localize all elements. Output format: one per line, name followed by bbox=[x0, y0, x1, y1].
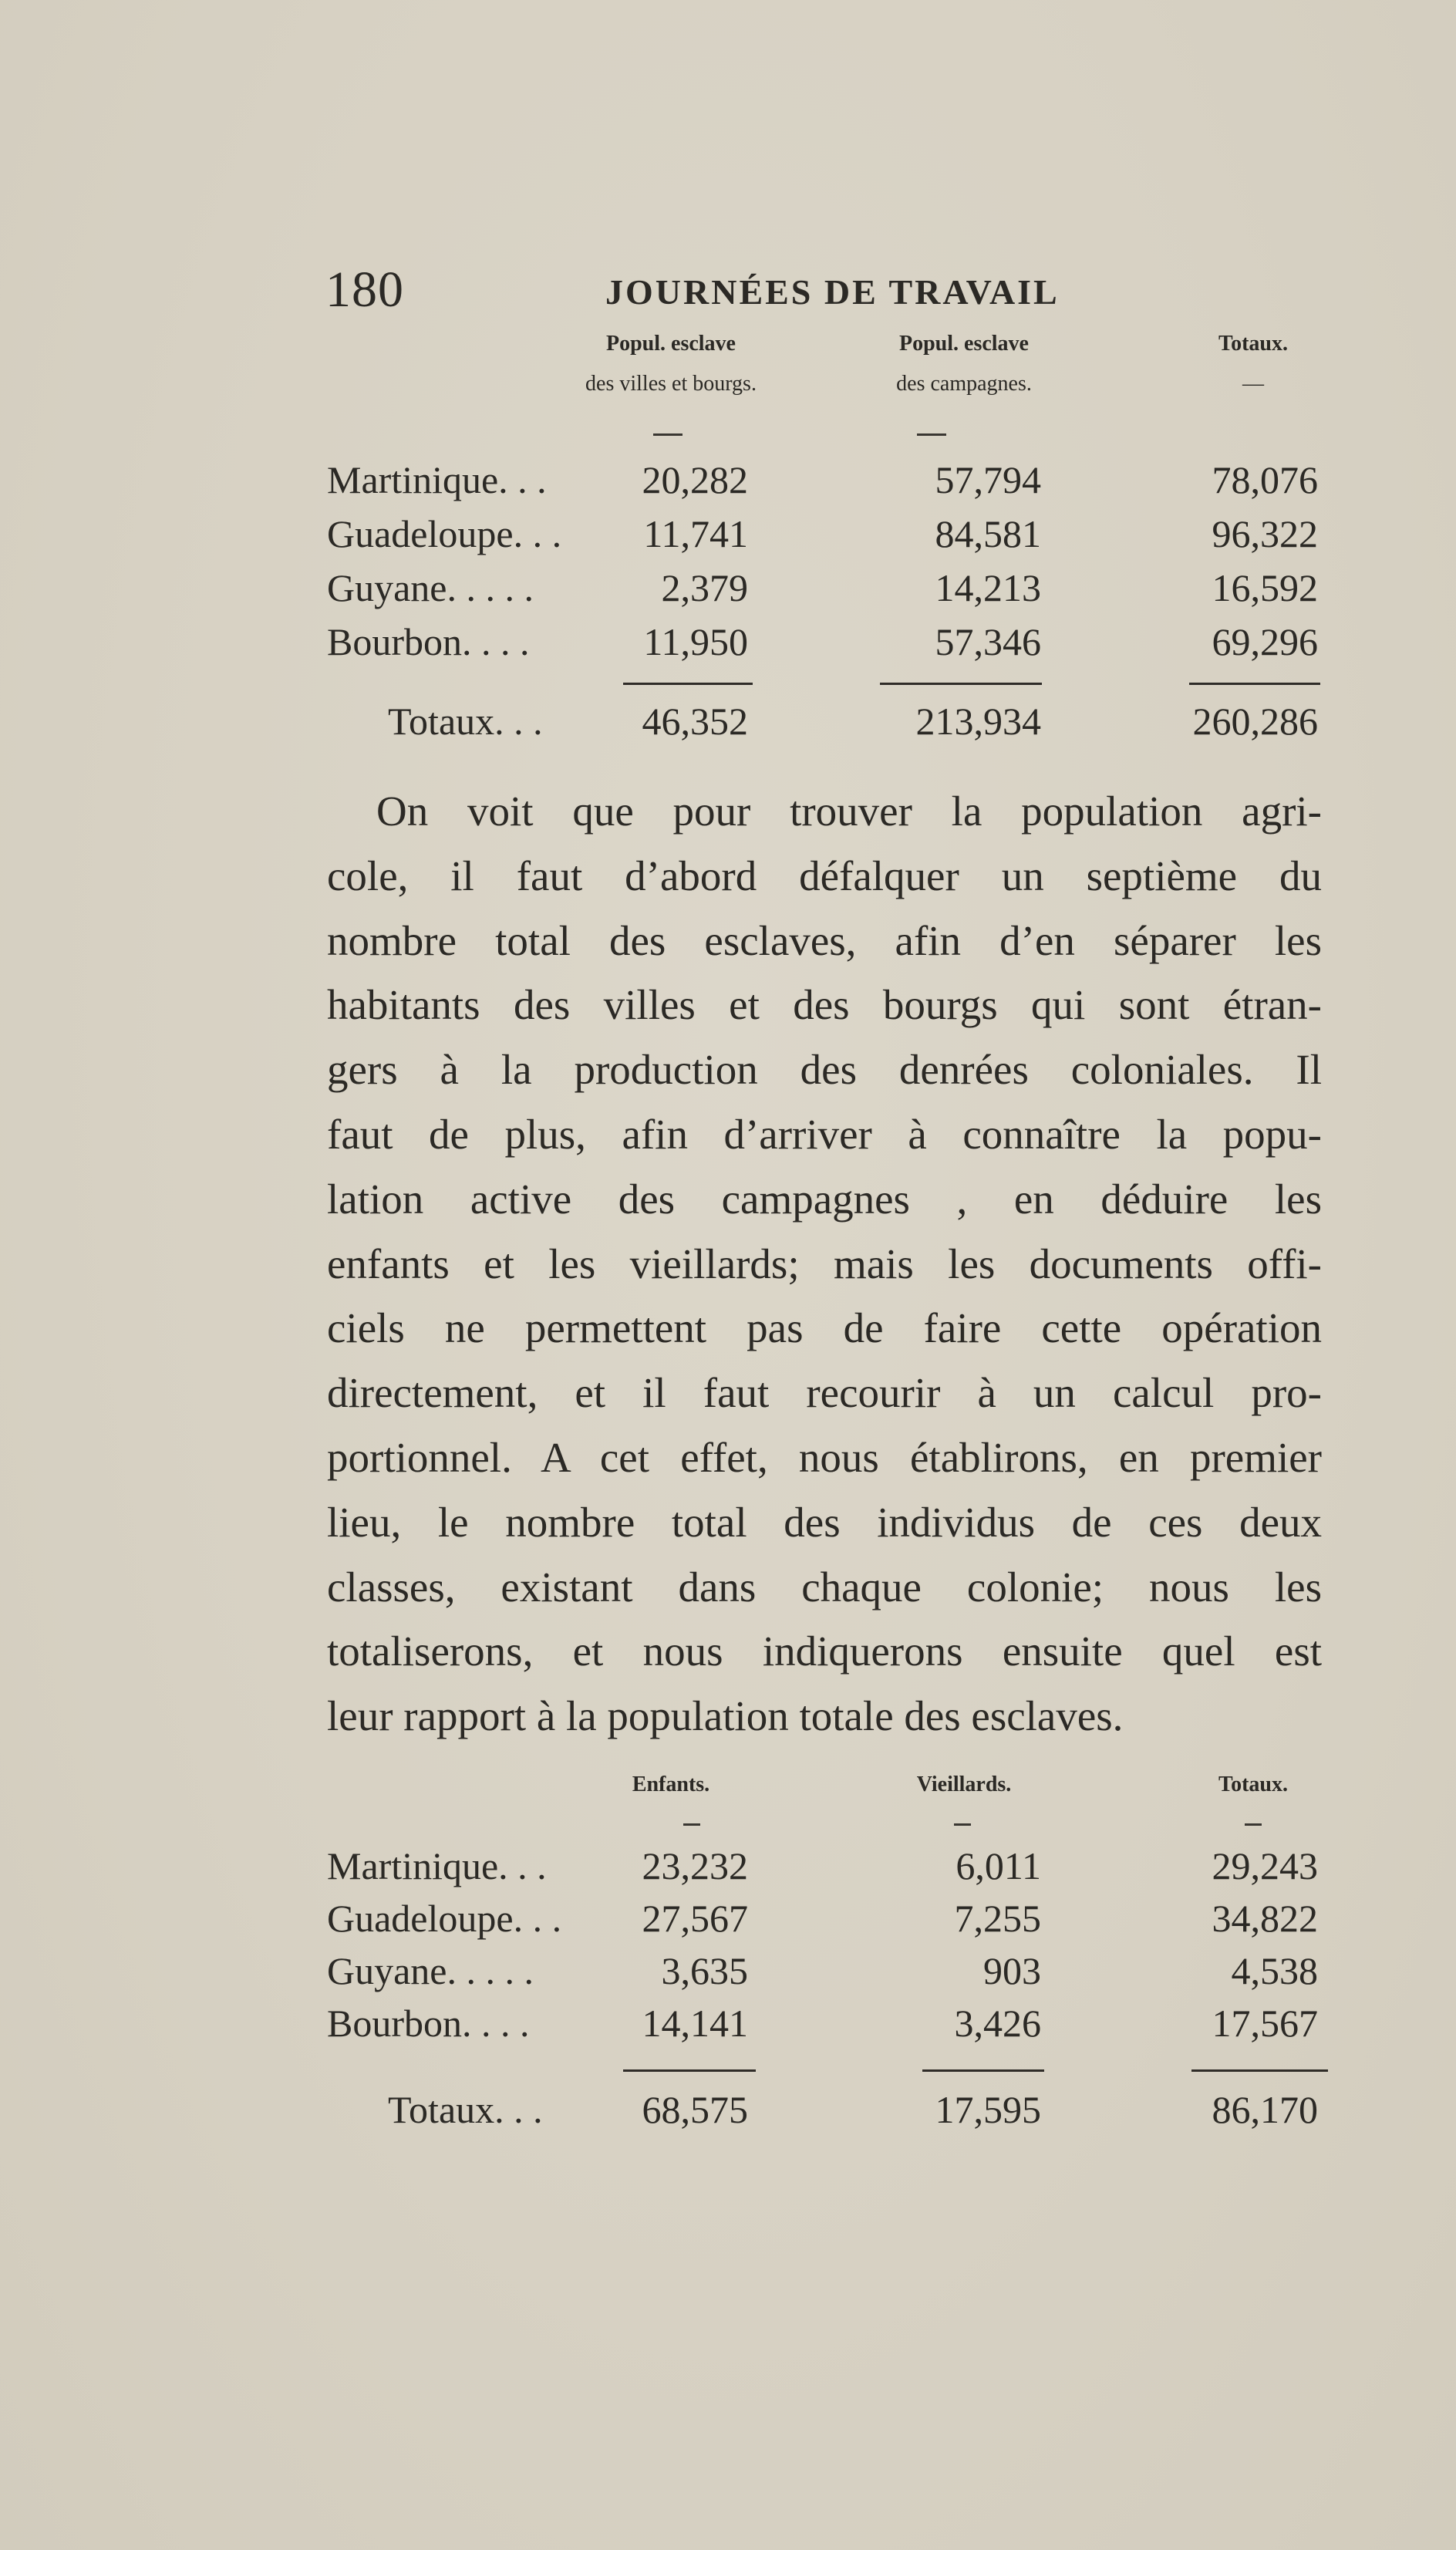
table2-header-children: Enfants. bbox=[632, 1773, 710, 1796]
sum-rule bbox=[1191, 2069, 1328, 2072]
header-line2: des villes et bourgs. bbox=[585, 372, 757, 396]
cell-towns: 2,379 bbox=[661, 566, 748, 609]
sum-rule bbox=[922, 2069, 1044, 2072]
cell-total: 69,296 bbox=[1212, 620, 1318, 663]
text-line: gers à la production des denrées coloniales. Il bbox=[327, 1046, 1322, 1094]
cell-country: 213,934 bbox=[915, 700, 1041, 743]
cell-country: 57,794 bbox=[935, 458, 1041, 501]
table-row bbox=[0, 615, 1456, 669]
cell-total: 78,076 bbox=[1212, 458, 1318, 501]
text-line: portionnel. A cet effet, nous établirons, en premier bbox=[327, 1433, 1322, 1481]
cell-children: 68,575 bbox=[642, 2088, 748, 2131]
text-line: faut de plus, afin d’arriver à connaître la popu- bbox=[327, 1110, 1322, 1158]
cell-elderly: 7,255 bbox=[954, 1897, 1041, 1940]
row-label: Martinique. . . bbox=[327, 1844, 547, 1887]
row-label: Martinique. . . bbox=[327, 458, 547, 501]
text-line: totaliserons, et nous indiquerons ensuite quel est bbox=[327, 1627, 1322, 1675]
table-row bbox=[0, 1891, 1456, 1945]
table-row bbox=[0, 507, 1456, 561]
row-label: Bourbon. . . . bbox=[327, 620, 530, 663]
table2-header-totals: Totaux. bbox=[1218, 1773, 1288, 1796]
header-line2: — bbox=[1242, 372, 1264, 396]
cell-children: 3,635 bbox=[661, 1949, 748, 1992]
text-line: lieu, le nombre total des individus de ces deux bbox=[327, 1498, 1322, 1546]
text-line: nombre total des esclaves, afin d’en séparer les bbox=[327, 916, 1322, 964]
table-row bbox=[0, 1944, 1456, 1998]
text-line: lation active des campagnes , en déduire les bbox=[327, 1175, 1322, 1223]
text-line: habitants des villes et des bourgs qui sont étran- bbox=[327, 981, 1322, 1029]
cell-children: 14,141 bbox=[642, 2002, 748, 2045]
table-total-row bbox=[0, 694, 1456, 748]
cell-total: 260,286 bbox=[1192, 700, 1318, 743]
cell-total: 16,592 bbox=[1212, 566, 1318, 609]
sum-rule bbox=[1189, 683, 1320, 685]
cell-towns: 11,950 bbox=[643, 620, 748, 663]
cell-children: 23,232 bbox=[642, 1844, 748, 1887]
total-label: Totaux. . . bbox=[388, 700, 543, 743]
running-head: JOURNÉES DE TRAVAIL bbox=[605, 272, 1060, 312]
header-dash bbox=[917, 433, 946, 436]
table1-header-towns bbox=[571, 324, 771, 404]
row-label: Guyane. . . . . bbox=[327, 566, 534, 609]
cell-children: 27,567 bbox=[642, 1897, 748, 1940]
text-line: classes, existant dans chaque colonie; nous les bbox=[327, 1563, 1322, 1611]
page-number: 180 bbox=[325, 261, 404, 318]
total-label: Totaux. . . bbox=[388, 2088, 543, 2131]
header-dash bbox=[653, 433, 682, 436]
header-line1: Totaux. bbox=[1218, 332, 1288, 356]
cell-elderly: 17,595 bbox=[935, 2088, 1041, 2131]
cell-country: 84,581 bbox=[935, 512, 1041, 555]
header-line1: Popul. esclave bbox=[606, 332, 736, 356]
header-dash bbox=[1245, 1823, 1262, 1826]
row-label: Guyane. . . . . bbox=[327, 1949, 534, 1992]
body-paragraph bbox=[327, 779, 1322, 1749]
table-row bbox=[0, 453, 1456, 507]
sum-rule bbox=[880, 683, 1042, 685]
table2-header-elderly: Vieillards. bbox=[916, 1773, 1012, 1796]
header-dash bbox=[954, 1823, 971, 1826]
table1-header-totals bbox=[1203, 324, 1303, 404]
row-label: Guadeloupe. . . bbox=[327, 512, 562, 555]
header-dash bbox=[683, 1823, 700, 1826]
text-line: leur rapport à la population totale des esclaves. bbox=[327, 1692, 1124, 1740]
cell-total: 86,170 bbox=[1212, 2088, 1318, 2131]
cell-total: 29,243 bbox=[1212, 1844, 1318, 1887]
table-row bbox=[0, 561, 1456, 615]
cell-total: 34,822 bbox=[1212, 1897, 1318, 1940]
sum-rule bbox=[623, 683, 753, 685]
cell-towns: 46,352 bbox=[642, 700, 748, 743]
row-label: Guadeloupe. . . bbox=[327, 1897, 562, 1940]
sum-rule bbox=[623, 2069, 756, 2072]
cell-towns: 20,282 bbox=[642, 458, 748, 501]
cell-total: 4,538 bbox=[1231, 1949, 1318, 1992]
cell-elderly: 903 bbox=[983, 1949, 1041, 1992]
cell-country: 57,346 bbox=[935, 620, 1041, 663]
text-line-content: On voit que pour trouver la population agri- bbox=[376, 788, 1322, 835]
header-line1: Popul. esclave bbox=[899, 332, 1029, 356]
table1-header-country bbox=[864, 324, 1064, 404]
text-line: directement, et il faut recourir à un calcul pro- bbox=[327, 1369, 1322, 1417]
cell-towns: 11,741 bbox=[643, 512, 748, 555]
row-label: Bourbon. . . . bbox=[327, 2002, 530, 2045]
text-line: ciels ne permettent pas de faire cette opération bbox=[327, 1304, 1322, 1352]
cell-elderly: 6,011 bbox=[956, 1844, 1041, 1887]
table-total-row bbox=[0, 2083, 1456, 2137]
text-line: cole, il faut d’abord défalquer un septième du bbox=[327, 852, 1322, 899]
cell-total: 96,322 bbox=[1212, 512, 1318, 555]
cell-elderly: 3,426 bbox=[954, 2002, 1041, 2045]
cell-total: 17,567 bbox=[1212, 2002, 1318, 2045]
text-line: enfants et les vieillards; mais les documents offi- bbox=[327, 1240, 1322, 1287]
table-row bbox=[0, 1996, 1456, 2050]
header-line2: des campagnes. bbox=[896, 372, 1032, 396]
text-line bbox=[327, 779, 1322, 844]
cell-country: 14,213 bbox=[935, 566, 1041, 609]
table-row bbox=[0, 1839, 1456, 1893]
